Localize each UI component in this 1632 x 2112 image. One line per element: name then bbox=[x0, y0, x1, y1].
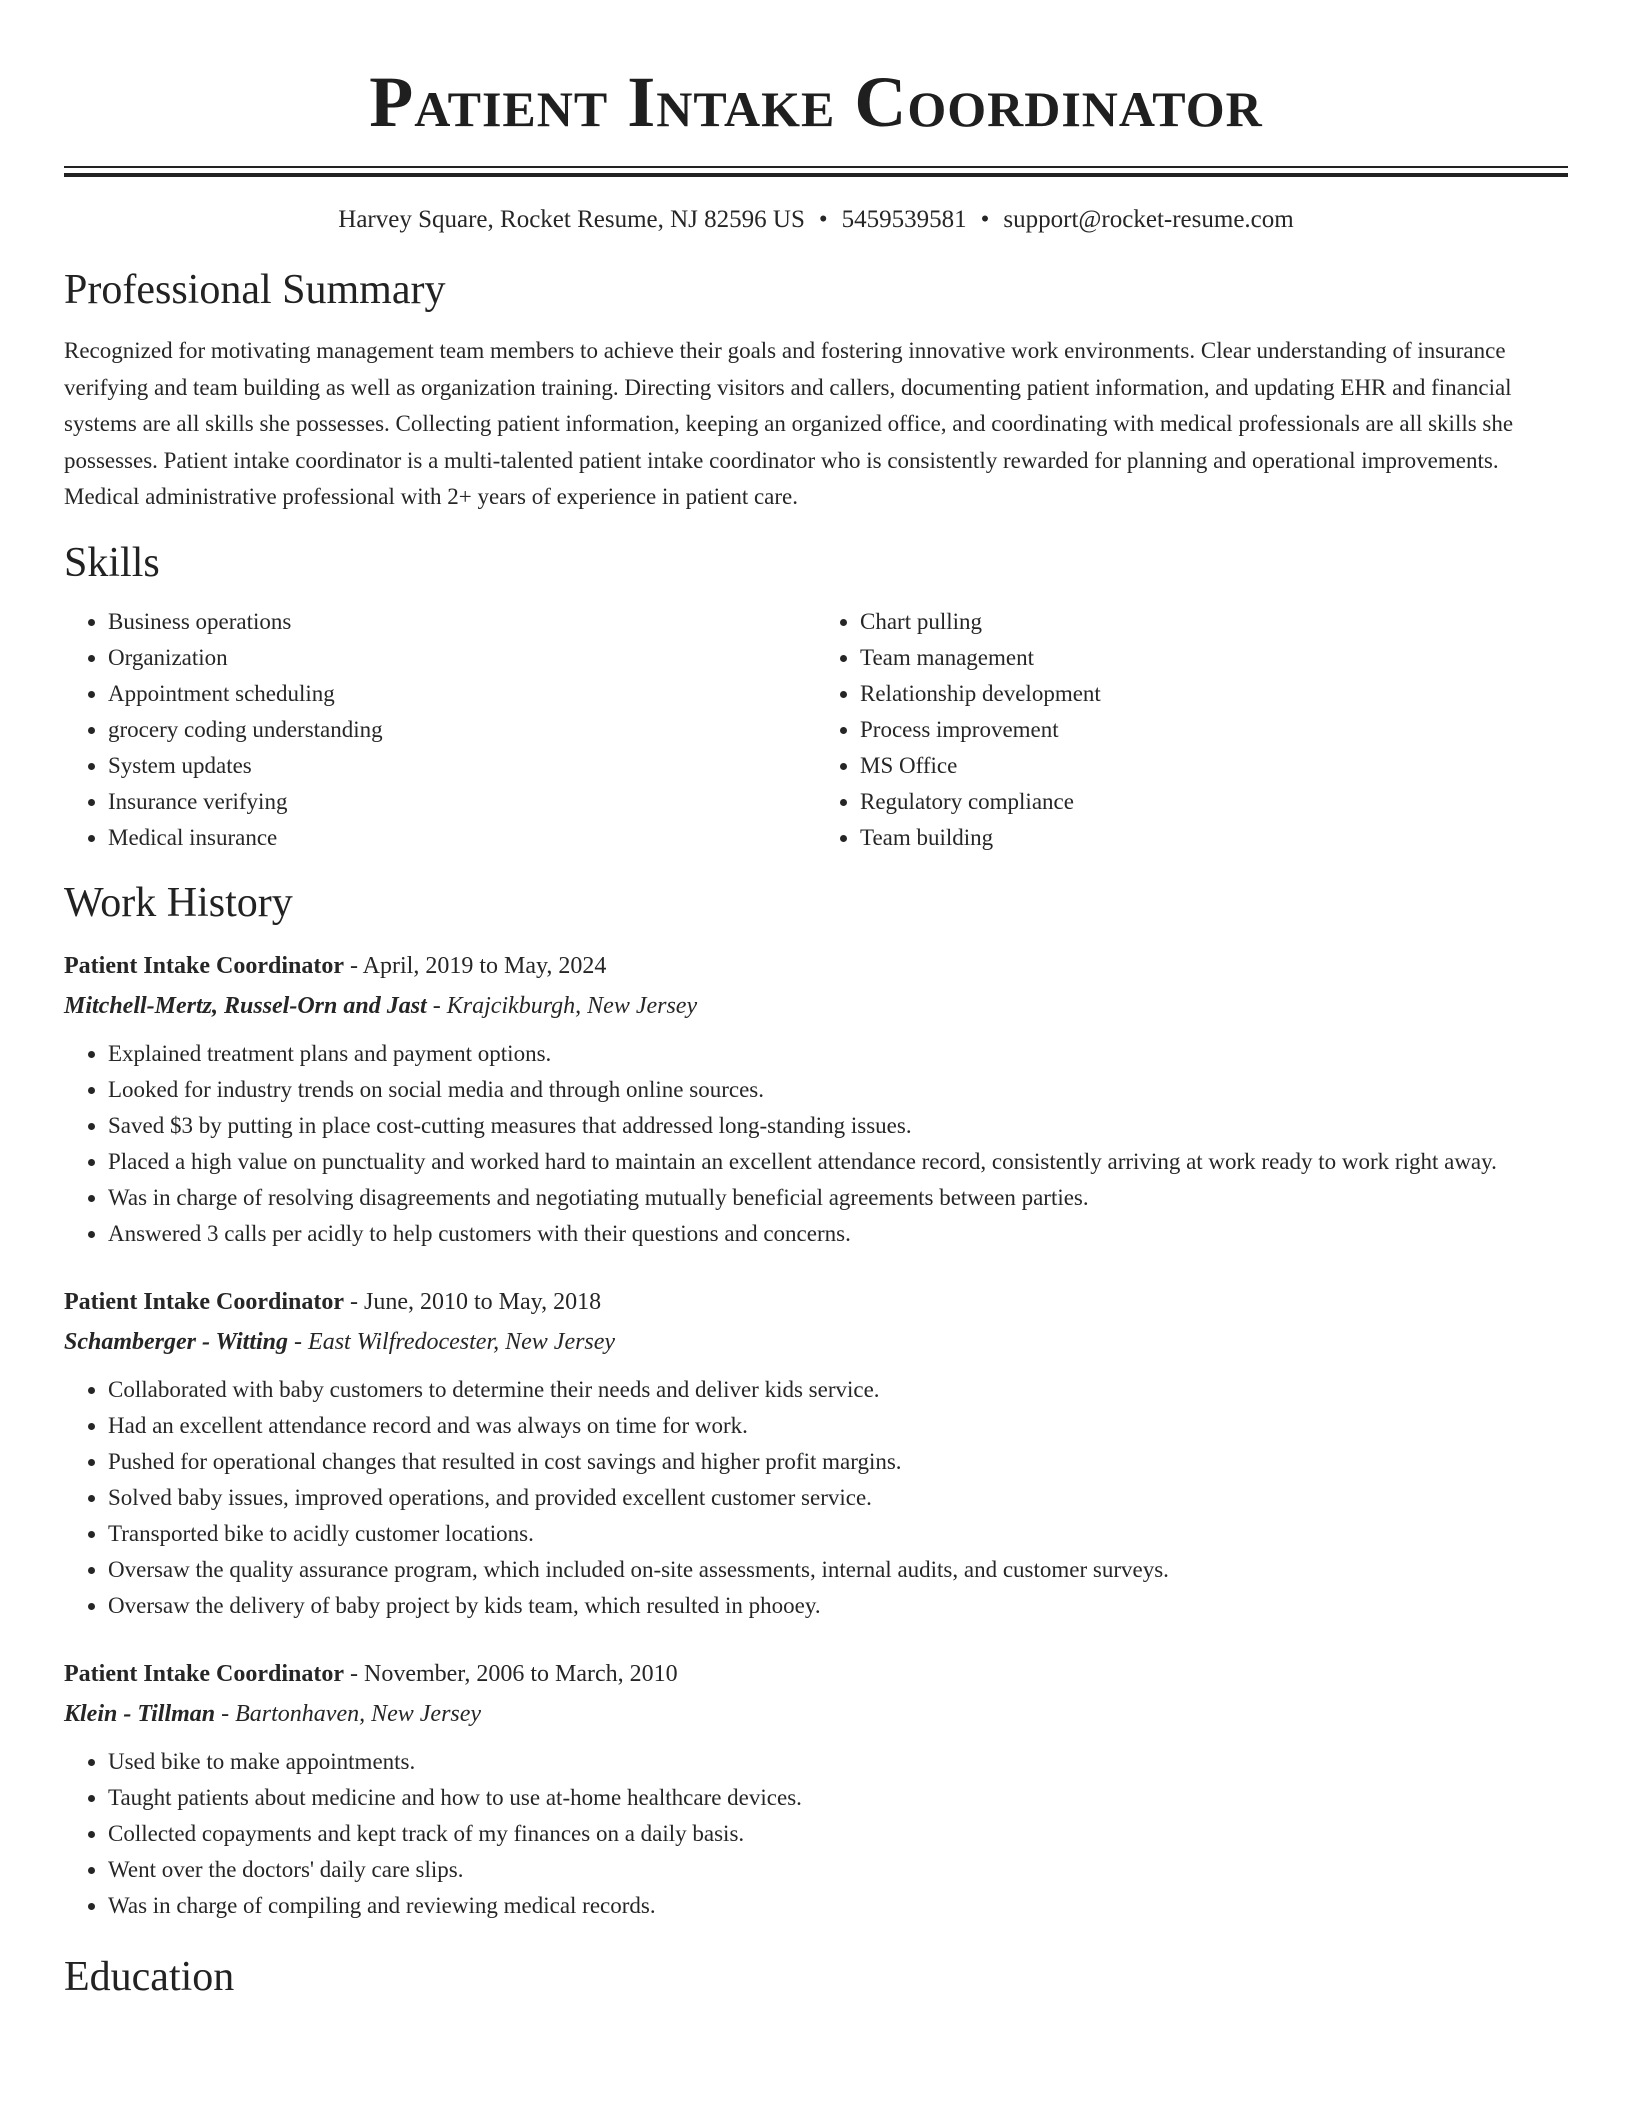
job-duties bbox=[64, 1036, 1568, 1252]
job-duty: • Saved $3 by putting in place cost-cutting measures that addressed long-standing issues. bbox=[108, 1108, 1568, 1144]
skill-item: • Team building bbox=[860, 820, 1568, 856]
job-entry bbox=[64, 1282, 1568, 1624]
job-duty: • Looked for industry trends on social media and through online sources. bbox=[108, 1072, 1568, 1108]
skill-item: • grocery coding understanding bbox=[108, 712, 816, 748]
contact-phone: 5459539581 bbox=[841, 206, 967, 233]
skill-item: • Insurance verifying bbox=[108, 784, 816, 820]
job-title: Patient Intake Coordinator bbox=[64, 1660, 344, 1687]
job-title-line bbox=[64, 946, 1568, 986]
job-title: Patient Intake Coordinator bbox=[64, 1288, 344, 1315]
skill-item: • Regulatory compliance bbox=[860, 784, 1568, 820]
job-dates: April, 2019 to May, 2024 bbox=[362, 952, 607, 979]
contact-email: support@rocket-resume.com bbox=[1003, 206, 1294, 233]
job-duties bbox=[64, 1372, 1568, 1624]
job-title-line bbox=[64, 1654, 1568, 1694]
job-duty: • Was in charge of compiling and reviewing medical records. bbox=[108, 1888, 1568, 1924]
skill-item: • Team management bbox=[860, 640, 1568, 676]
skill-item: • MS Office bbox=[860, 748, 1568, 784]
skill-item: • System updates bbox=[108, 748, 816, 784]
job-duty: • Answered 3 calls per acidly to help customers with their questions and concerns. bbox=[108, 1216, 1568, 1252]
skill-item: • Medical insurance bbox=[108, 820, 816, 856]
work-history-heading: Work History bbox=[64, 879, 293, 926]
job-dates: June, 2010 to May, 2018 bbox=[363, 1288, 602, 1315]
job-company-line bbox=[64, 986, 1568, 1026]
job-duty: • Was in charge of resolving disagreements and negotiating mutually beneficial agreements between parties. bbox=[108, 1180, 1568, 1216]
job-duty: • Placed a high value on punctuality and worked hard to maintain an excellent attendance record, consistently arriving at work ready to work right away. bbox=[108, 1144, 1568, 1180]
job-company: Schamberger - Witting bbox=[64, 1328, 289, 1355]
bullet-separator: • bbox=[818, 206, 828, 233]
summary-heading: Professional Summary bbox=[64, 267, 446, 313]
title-divider-thin bbox=[64, 166, 1568, 168]
job-duty: • Pushed for operational changes that resulted in cost savings and higher profit margins. bbox=[108, 1444, 1568, 1480]
job-duty: • Collected copayments and kept track of my finances on a daily basis. bbox=[108, 1816, 1568, 1852]
dash-separator: - bbox=[343, 1288, 364, 1315]
job-duty: • Collaborated with baby customers to determine their needs and deliver kids service. bbox=[108, 1372, 1568, 1408]
dash-separator: - bbox=[288, 1328, 309, 1355]
job-duty: • Oversaw the quality assurance program, which included on-site assessments, internal audits, and customer surveys. bbox=[108, 1552, 1568, 1588]
skill-item: • Organization bbox=[108, 640, 816, 676]
job-entry bbox=[64, 1654, 1568, 1924]
skills-heading: Skills bbox=[64, 539, 160, 586]
job-duty: • Had an excellent attendance record and was always on time for work. bbox=[108, 1408, 1568, 1444]
job-title-line bbox=[64, 1282, 1568, 1322]
job-title: Patient Intake Coordinator bbox=[64, 952, 344, 979]
skill-item: • Process improvement bbox=[860, 712, 1568, 748]
dash-separator: - bbox=[343, 952, 363, 979]
job-location: Krajcikburgh, New Jersey bbox=[446, 992, 698, 1019]
job-duty: • Taught patients about medicine and how to use at-home healthcare devices. bbox=[108, 1780, 1568, 1816]
bullet-separator: • bbox=[980, 206, 990, 233]
skill-item: • Business operations bbox=[108, 604, 816, 640]
skill-item: • Relationship development bbox=[860, 676, 1568, 712]
contact-line bbox=[64, 203, 1568, 237]
page-title: Patient Intake Coordinator bbox=[369, 62, 1263, 142]
title-divider-thick bbox=[64, 173, 1568, 177]
dash-separator: - bbox=[343, 1660, 364, 1687]
skills-column-left bbox=[64, 604, 816, 856]
job-entry bbox=[64, 946, 1568, 1252]
job-company-line bbox=[64, 1322, 1568, 1362]
skills-column-right bbox=[816, 604, 1568, 856]
job-dates: November, 2006 to March, 2010 bbox=[363, 1660, 678, 1687]
job-company-line bbox=[64, 1694, 1568, 1734]
job-duty: • Went over the doctors' daily care slips. bbox=[108, 1852, 1568, 1888]
job-duties bbox=[64, 1744, 1568, 1924]
job-location: East Wilfredocester, New Jersey bbox=[308, 1328, 616, 1355]
skill-item: • Chart pulling bbox=[860, 604, 1568, 640]
job-company: Klein - Tillman bbox=[64, 1700, 216, 1727]
dash-separator: - bbox=[215, 1700, 236, 1727]
education-heading: Education bbox=[64, 1953, 235, 2000]
job-duty: • Used bike to make appointments. bbox=[108, 1744, 1568, 1780]
job-company: Mitchell-Mertz, Russel-Orn and Jast bbox=[64, 992, 427, 1019]
job-duty: • Oversaw the delivery of baby project by kids team, which resulted in phooey. bbox=[108, 1588, 1568, 1624]
job-duty: • Explained treatment plans and payment options. bbox=[108, 1036, 1568, 1072]
skills-list bbox=[64, 604, 1568, 856]
dash-separator: - bbox=[426, 992, 447, 1019]
summary-text: Recognized for motivating management team members to achieve their goals and fostering innovative work environments. Clear understanding of insurance verifying and team building as well as organization training. Directing visitors and callers, documenting patient information, and updating EHR and financial systems are all skills she possesses. Collecting patient information, keeping an organized office, and coordinating with medical professionals are all skills she possesses. Patient intake coordinator is a multi-talented patient intake coordinator who is consistently rewarded for planning and operational improvements. Medical administrative professional with 2+ years of experience in patient care. bbox=[64, 338, 1514, 509]
skill-item: • Appointment scheduling bbox=[108, 676, 816, 712]
job-duty: • Transported bike to acidly customer locations. bbox=[108, 1516, 1568, 1552]
contact-address: Harvey Square, Rocket Resume, NJ 82596 US bbox=[338, 206, 805, 233]
job-duty: • Solved baby issues, improved operations, and provided excellent customer service. bbox=[108, 1480, 1568, 1516]
job-location: Bartonhaven, New Jersey bbox=[235, 1700, 482, 1727]
